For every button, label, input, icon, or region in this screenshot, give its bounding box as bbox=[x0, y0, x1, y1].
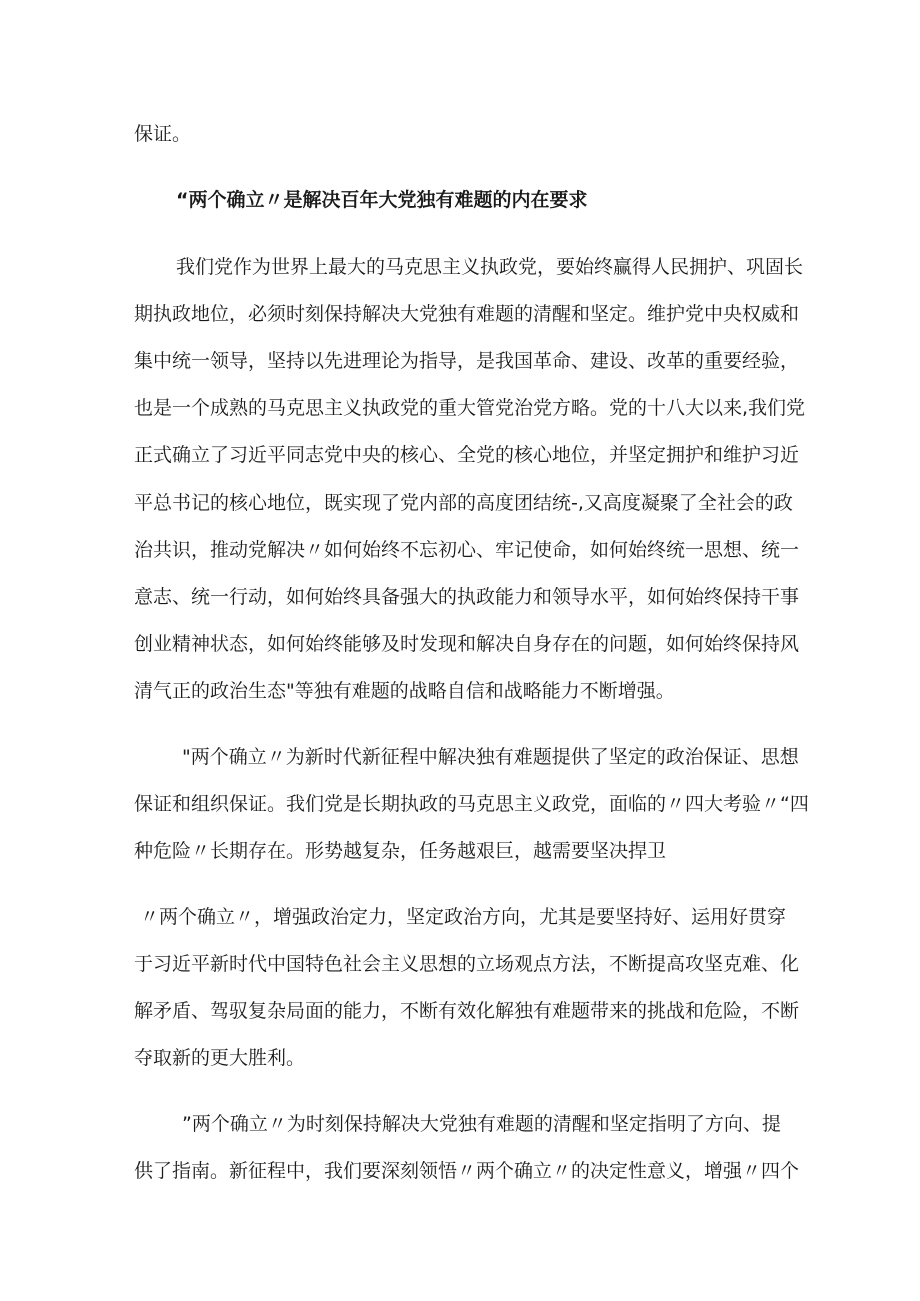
paragraph-line: 〃两个确立〃，增强政治定力，坚定政治方向，尤其是要坚持好、运用好贯穿 bbox=[140, 906, 787, 928]
paragraph-line: 平总书记的核心地位，既实现了党内部的高度团结统-,又高度凝聚了全社会的政 bbox=[134, 492, 793, 514]
paragraph-line: 意志、统一行动，如何始终具备强大的执政能力和领导水平，如何始终保持干事 bbox=[134, 586, 800, 608]
paragraph-line: 夺取新的更大胜利。 bbox=[134, 1047, 306, 1069]
paragraph-line: ”两个确立〃为时刻保持解决大党独有难题的清醒和坚定指明了方向、提 bbox=[182, 1113, 781, 1135]
paragraph-line: 解矛盾、驾驭复杂局面的能力，不断有效化解独有难题带来的挑战和危险，不断 bbox=[134, 1000, 800, 1022]
paragraph-line: 保证。 bbox=[134, 123, 192, 145]
paragraph-line: "两个确立〃为新时代新征程中解决独有难题提供了坚定的政治保证、思想 bbox=[182, 746, 799, 768]
paragraph-line: 正式确立了习近平同志党中央的核心、全党的核心地位，并坚定拥护和维护习近 bbox=[134, 444, 800, 466]
paragraph-line: 集中统一领导，坚持以先进理论为指导，是我国革命、建设、改革的重要经验， bbox=[134, 350, 800, 372]
paragraph-line: 期执政地位，必须时刻保持解决大党独有难题的清醒和坚定。维护党中央权威和 bbox=[134, 303, 800, 325]
paragraph-line: 也是一个成熟的马克思主义执政党的重大管党治党方略。党的十八大以来,我们党 bbox=[134, 397, 806, 419]
paragraph-line: 我们党作为世界上最大的马克思主义执政党，要始终赢得人民拥护、巩固长 bbox=[176, 256, 804, 278]
paragraph-line: 于习近平新时代中国特色社会主义思想的立场观点方法，不断提高攻坚克难、化 bbox=[134, 953, 800, 975]
paragraph-line: 供了指南。新征程中，我们要深刻领悟〃两个确立〃的决定性意义，增强〃四个 bbox=[134, 1160, 800, 1182]
paragraph-line: 治共识，推动党解决〃如何始终不忘初心、牢记使命，如何始终统一思想、统一 bbox=[134, 539, 800, 561]
paragraph-line: 创业精神状态，如何始终能够及时发现和解决自身存在的问题，如何始终保持风 bbox=[134, 633, 800, 655]
paragraph-line: 清气正的政治生态"等独有难题的战略自信和战略能力不断增强。 bbox=[134, 680, 675, 702]
section-heading: “两个确立〃是解决百年大党独有难题的内在要求 bbox=[176, 189, 588, 211]
paragraph-line: 保证和组织保证。我们党是长期执政的马克思主义政党，面临的〃四大考验〃“四 bbox=[134, 793, 809, 815]
paragraph-line: 种危险〃长期存在。形势越复杂，任务越艰巨，越需要坚决捍卫 bbox=[134, 840, 667, 862]
